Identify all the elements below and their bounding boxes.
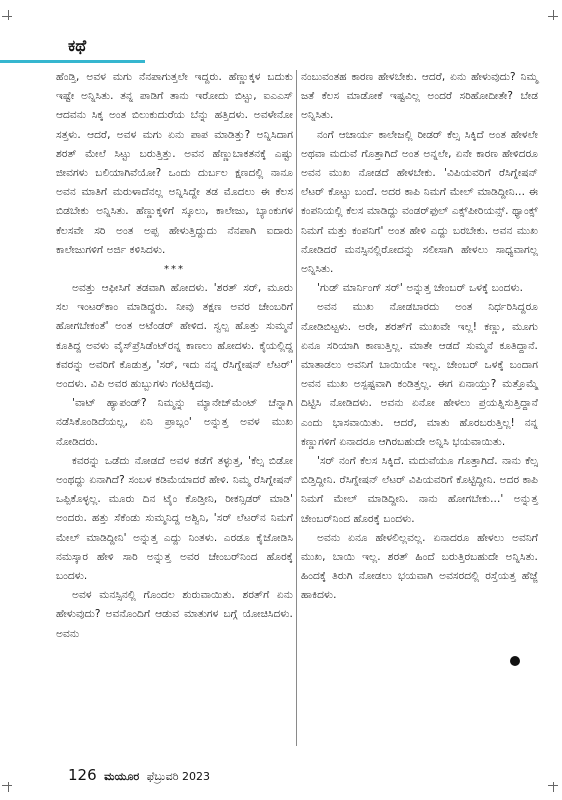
crop-mark — [8, 782, 9, 792]
section-label: ಕಥೆ — [68, 36, 87, 55]
right-column — [301, 68, 538, 606]
crop-mark — [2, 16, 12, 17]
paragraph: ಅವತ್ತು ಆಫೀಸಿಗೆ ತಡವಾಗಿ ಹೋದಳು. 'ಶರತ್ ಸರ್, ಮೂರು ಸಲ ಇಂಟರ್‌ಕಾಂ ಮಾಡಿದ್ದರು. ನೀವು ತಕ್ಷಣ ಅವರ ಚೇಂಬರಿಗೆ ಹೋಗಬೇಕಂತೆ' ಅಂತ ಅಟೆಂಡರ್ ಹೇಳಿದ. ಸ್ವಲ್ಪ ಹೊತ್ತು ಸುಮ್ಮನೆ ಕೂತಿದ್ದ ಅವಳು ವೈಸ್‌ಪ್ರೆಸಿಡೆಂಟ್‌ರನ್ನ ಕಾಣಲು ಹೋದಳು. ಕೈಯಲ್ಲಿದ್ದ ಕವರನ್ನು ಅವರಿಗೆ ಕೊಡುತ್ತ, 'ಸರ್, ಇದು ನನ್ನ ರೆಸಿಗ್ನೇಷನ್ ಲೆಟರ್' ಅಂದಳು. ವಿಪಿ ಅವರ ಹುಬ್ಬುಗಳು ಗಂಟಿಕ್ಕಿದವು. — [56, 282, 293, 391]
paragraph: ಅವನು ಏನೂ ಹೇಳಲಿಲ್ಲವಲ್ಲ. ಏನಾದರೂ ಹೇಳಲು ಅವನಿಗೆ ಮುಖ, ಬಾಯಿ ಇಲ್ಲ. ಶರತ್ ಹಿಂದೆ ಬರುತ್ತಿರಬಹುದೇ ಅನ್ನಿಸಿತು. ಹಿಂದಕ್ಕೆ ತಿರುಗಿ ನೋಡಲು ಭಯವಾಗಿ ಅವಸರದಲ್ಲಿ ರಸ್ತೆಯತ್ತ ಹೆಜ್ಜೆ ಹಾಕಿದಳು. — [301, 531, 538, 602]
crop-mark — [548, 16, 558, 17]
crop-mark — [2, 785, 12, 786]
left-column — [56, 68, 293, 644]
paragraph: ನಂಗೆ ಆಚಾರ್ಯ ಕಾಲೇಜಲ್ಲಿ ರೀಡರ್ ಕೆಲ್ಸ ಸಿಕ್ಕಿದೆ ಅಂತ ಹೇಳಲೇ ಅಥವಾ ಮದುವೆ ಗೊತ್ತಾಗಿದೆ ಅಂತ ಅನ್ನಲೇ, ಏನೇ ಕಾರಣ ಹೇಳಿದರೂ ಅವನ ಮುಖ ನೋಡದೆ ಹೇಳಬೇಕು. 'ವಿಪಿಯವರಿಗೆ ರೆಸಿಗ್ನೇಷನ್ ಲೆಟರ್ ಕೊಟ್ಟು ಬಂದೆ. ಅದರ ಕಾಪಿ ನಿಮಗೆ ಮೇಲ್ ಮಾಡಿದ್ದೀನಿ... ಈ ಕಂಪನಿಯಲ್ಲಿ ಕೆಲಸ ಮಾಡಿದ್ದು ವಂಡರ್‌ಫುಲ್ ಎಕ್ಸ್‌ಪೀರಿಯನ್ಸ್. ಥ್ಯಾಂಕ್ಸ್ ನಿಮಗೆ ಮತ್ತು ಕಂಪನಿಗೆ' ಅಂತ ಹೇಳಿ ಎದ್ದು ಬರಬೇಕು. ಅವನ ಮುಖ ನೋಡಿದರೆ ಮನಸ್ಸಿನಲ್ಲಿರೋದನ್ನು ಸಲೀಸಾಗಿ ಹೇಳಲು ಸಾಧ್ಯವಾಗಲ್ಲ ಅನ್ನಿಸಿತು. — [301, 128, 538, 276]
paragraph: ಕವರನ್ನು ಒಡೆದು ನೋಡದೆ ಅವಳ ಕಡೆಗೆ ತಳ್ಳುತ್ತ, 'ಕೆಲ್ಸ ಬಿಡೋ ಅಂಥದ್ದು ಏನಾಗಿದೆ? ಸಂಬಳ ಕಡಿಮೆಯಾದರೆ ಹೇಳಿ. ನಿಮ್ಮ ರೆಸಿಗ್ನೇಷನ್ ಒಪ್ಪಿಕೊಳ್ಳಲ್ಲ. ಮೂರು ದಿನ ಟೈಂ ಕೊಡ್ತೀನಿ, ರೀಕನ್ಸಿಡರ್ ಮಾಡಿ' ಅಂದರು. ಹತ್ತು ಸೆಕೆಂಡು ಸುಮ್ಮನಿದ್ದ ಅಶ್ವಿನಿ, 'ಸರ್ ಲೆಟರ್‌ನ ನಿಮಗೆ ಮೇಲ್ ಮಾಡಿದ್ದೀನಿ' ಅನ್ನುತ್ತ ಎದ್ದು ನಿಂತಳು. ಎರಡೂ ಕೈಜೋಡಿಸಿ ನಮಸ್ಕಾರ ಹೇಳಿ ಸಾರಿ ಅನ್ನುತ್ತ ಅವರ ಚೇಂಬರ್‌ನಿಂದ ಹೊರಕ್ಕೆ ಬಂದಳು. — [56, 454, 293, 583]
page-number: 126 — [68, 766, 97, 784]
crop-mark — [8, 10, 9, 20]
magazine-name: ಮಯೂರ — [104, 770, 140, 783]
paragraph: 'ವಾಟ್ ಹ್ಯಾಪಂಡ್? ನಿಮ್ಮನ್ನು ಮ್ಯಾನೇಜ್‌ಮೆಂಟ್ ಚೆನ್ನಾಗಿ ನಡೆಸಿಕೊಂಡಿದೆಯಲ್ಲ, ಏನಿ ಪ್ರಾಬ್ಲಂ' ಅನ್ನುತ್ತ ಅವಳ ಮುಖ ನೋಡಿದರು. — [56, 397, 293, 448]
page-footer — [68, 766, 210, 784]
section-separator: *** — [164, 264, 185, 276]
story-end-mark — [510, 656, 520, 666]
paragraph: 'ಸರ್ ನಂಗೆ ಕೆಲಸ ಸಿಕ್ಕಿದೆ. ಮದುವೆಯೂ ಗೊತ್ತಾಗಿದೆ. ನಾನು ಕೆಲ್ಸ ಬಿಡ್ತಿದ್ದೀನಿ. ರೆಸಿಗ್ನೇಷನ್ ಲೆಟರ್ ವಿಪಿಯವರಿಗೆ ಕೊಟ್ಟಿದ್ದೀನಿ. ಅದರ ಕಾಪಿ ನಿಮಗೆ ಮೇಲ್ ಮಾಡಿದ್ದೀನಿ. ನಾನು ಹೋಗಬೇಕು...' ಅನ್ನುತ್ತ ಚೇಂಬರ್‌ನಿಂದ ಹೊರಕ್ಕೆ ಬಂದಳು. — [301, 455, 538, 525]
crop-mark — [553, 10, 554, 20]
column-divider — [296, 70, 297, 746]
paragraph: ನಂಬುವಂತಹ ಕಾರಣ ಹೇಳಬೇಕು. ಆದರೆ, ಏನು ಹೇಳುವುದು? ನಿಮ್ಮ ಜತೆ ಕೆಲಸ ಮಾಡೋಕೆ ಇಷ್ಟವಿಲ್ಲ ಅಂದರೆ ಸರಿಹೋದೀತೇ? ಬೇಡ ಅನ್ನಿಸಿತು. — [301, 71, 538, 122]
paragraph: ಅವಳ ಮನಸ್ಸಿನಲ್ಲಿ ಗೊಂದಲ ಶುರುವಾಯಿತು. ಶರತ್‌ಗೆ ಏನು ಹೇಳುವುದು? ಅವನೊಂದಿಗೆ ಆಡುವ ಮಾತುಗಳ ಬಗ್ಗೆ ಯೋಚಿಸಿದಳು. ಅವನು — [56, 589, 293, 640]
paragraph: ಹೆಂಡ್ತಿ, ಅವಳ ಮಗು ನೆನಪಾಗುತ್ತಲೇ ಇದ್ದರು. ಹೆಣ್ಣುಕ್ಕಳ ಬದುಕು ಇಷ್ಟೇ ಅನ್ನಿಸಿತು. ತನ್ನ ಪಾಡಿಗೆ ತಾನು ಇರೋದು ಬಿಟ್ಟು, ಐಎಎಸ್ ಆದವನು ಸಿಕ್ಕ ಅಂತ ಬಿಲುಕುದುರೆಯ ಬೆನ್ನು ಹತ್ತಿದಳು. ಅವಳೇನೋ ಸತ್ತಳು. ಆದರೆ, ಅವಳ ಮಗು ಏನು ಪಾಪ ಮಾಡಿತ್ತು? ಅನ್ನಿಸಿದಾಗ ಶರತ್ ಮೇಲೆ ಸಿಟ್ಟು ಬರುತ್ತಿತ್ತು. ಅವನ ಹೆಣ್ಣುಬಾಕತನಕ್ಕೆ ಎಷ್ಟು ಜೀವಗಳು ಬಲಿಯಾಗಿವೆಯೋ? ಒಂದು ದುರ್ಬಲ ಕ್ಷಣದಲ್ಲಿ ನಾನೂ ಅವನ ಮಾತಿಗೆ ಮರುಳಾದೆನಲ್ಲ ಅನ್ನಿಸಿದ್ದೇ ತಡ ಮೊದಲು ಈ ಕೆಲಸ ಬಿಡಬೇಕು ಅನ್ನಿಸಿತು. ಹೆಣ್ಣುಕ್ಕಳಿಗೆ ಸ್ಕೂಲು, ಕಾಲೇಜು, ಬ್ಯಾಂಕುಗಳ ಕೆಲಸವೇ ಸರಿ ಅಂತ ಅಪ್ಪ ಹೇಳುತ್ತಿದ್ದುದು ನೆನಪಾಗಿ ಐದಾರು ಕಾಲೇಜುಗಳಿಗೆ ಅರ್ಜಿ ಕಳಿಸಿದಳು. — [56, 71, 293, 256]
crop-mark — [548, 785, 558, 786]
issue-date: ಫೆಬ್ರುವರಿ 2023 — [146, 770, 211, 783]
paragraph: 'ಗುಡ್ ಮಾರ್ನಿಂಗ್ ಸರ್' ಅನ್ನುತ್ತ ಚೇಂಬರ್ ಒಳಕ್ಕೆ ಬಂದಳು. — [317, 282, 524, 295]
section-accent-line — [0, 60, 145, 63]
crop-mark — [553, 782, 554, 792]
paragraph: ಅವನ ಮುಖ ನೋಡಬಾರದು ಅಂತ ನಿರ್ಧರಿಸಿದ್ದರೂ ನೋಡಿಬಿಟ್ಟಳು. ಅರೇ, ಶರತ್‌ಗೆ ಮುಖವೇ ಇಲ್ಲ! ಕಣ್ಣು, ಮೂಗು ಏನೂ ಸರಿಯಾಗಿ ಕಾಣುತ್ತಿಲ್ಲ. ಮಾತೇ ಆಡದೆ ಸುಮ್ಮನೆ ಕೂತಿದ್ದಾನೆ. ಮಾತಾಡಲು ಅವನಿಗೆ ಬಾಯಿಯೇ ಇಲ್ಲ. ಚೇಂಬರ್ ಒಳಕ್ಕೆ ಬಂದಾಗ ಅವನ ಮುಖ ಅಸ್ಪಷ್ಟವಾಗಿ ಕಂಡಿತ್ತಲ್ಲ. ಈಗ ಏನಾಯ್ತು? ಮತ್ತೊಮ್ಮೆ ದಿಟ್ಟಿಸಿ ನೋಡಿದಳು. ಅವನು ಏನೋ ಹೇಳಲು ಪ್ರಯತ್ನಿಸುತ್ತಿದ್ದಾನೆ ಎಂದು ಭಾಸವಾಯಿತು. ಆದರೆ, ಮಾತು ಹೊರಬರುತ್ತಿಲ್ಲ! ನನ್ನ ಕಣ್ಣುಗಳಿಗೆ ಏನಾದರೂ ಆಗಿರಬಹುದೇ ಅನ್ನಿಸಿ ಭಯವಾಯಿತು. — [301, 301, 538, 448]
